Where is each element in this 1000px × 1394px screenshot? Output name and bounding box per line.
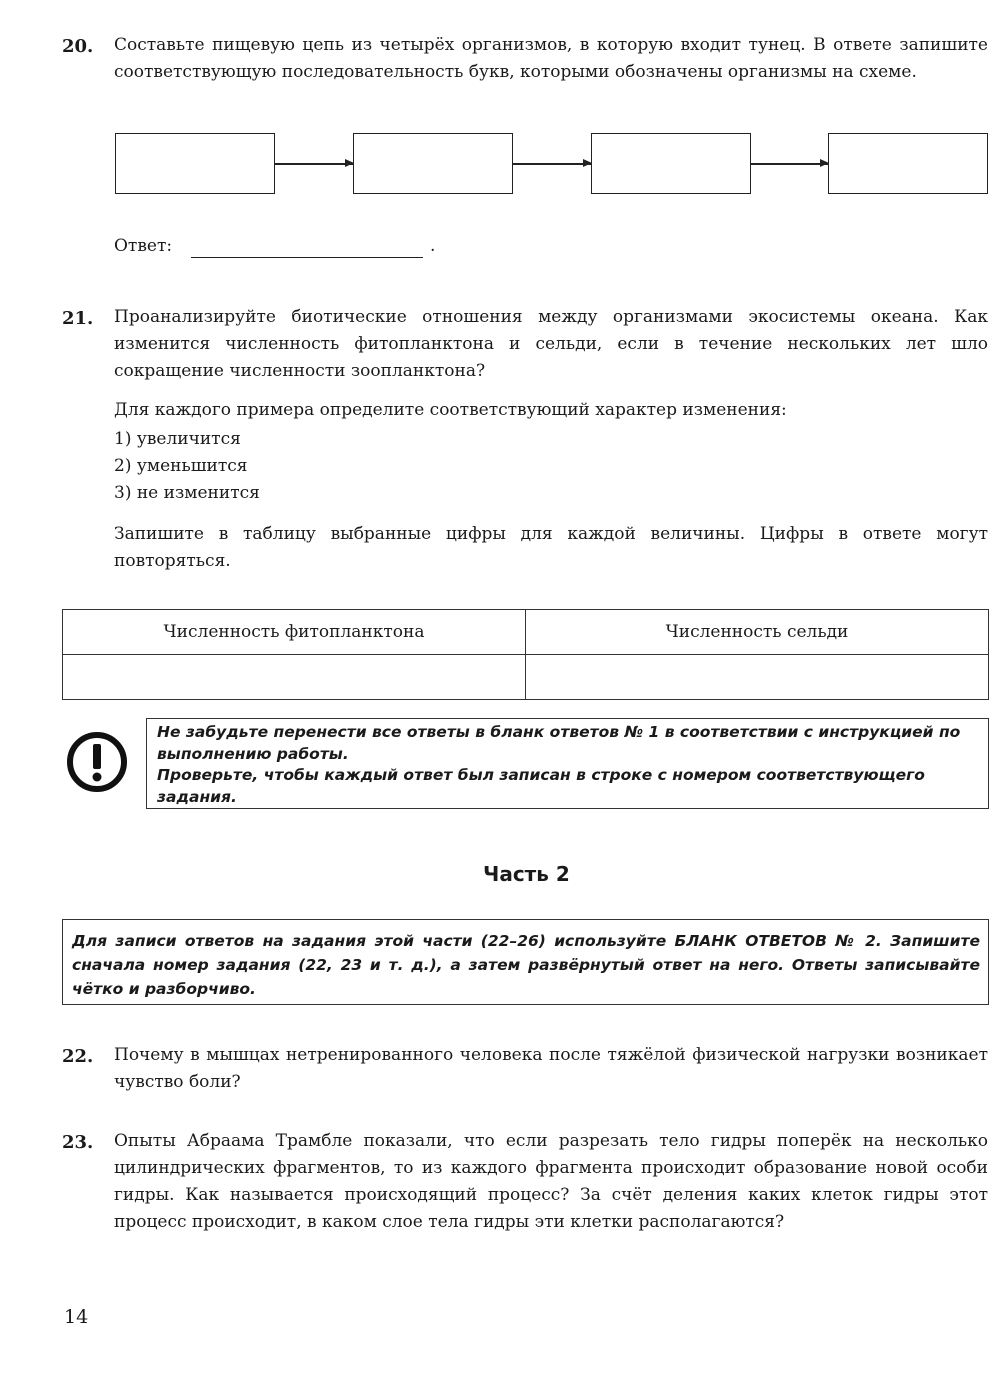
answer-line-field[interactable] [191,257,423,258]
table-header-herring: Численность сельди [526,610,989,655]
question-22-text: Почему в мышцах нетренированного человека после тяжёлой физической нагрузки возникает чувство боли? [114,1045,988,1092]
answer-table [62,609,989,700]
exclamation-circle-icon [66,731,128,793]
warning-box [146,718,989,809]
answer-cell-phytoplankton[interactable] [63,655,526,700]
question-number-23: 23. [62,1132,94,1153]
food-chain-box-1[interactable] [115,133,275,194]
page-number: 14 [64,1306,89,1328]
warning-line-1: Не забудьте перенести все ответы в бланк ответов № 1 в соответствии с инструкцией по выполнению работы. [157,723,961,763]
answer-cell-herring[interactable] [526,655,989,700]
question-21-table-instruction: Запишите в таблицу выбранные цифры для каждой величины. Цифры в ответе могут повторяться. [114,524,988,571]
food-chain-arrow-1 [275,163,353,165]
table-header-phytoplankton: Численность фитопланктона [63,610,526,655]
question-number-21: 21. [62,308,94,329]
answer-end-dot: . [430,236,436,256]
question-20-text: Составьте пищевую цепь из четырёх организмов, в которую входит тунец. В ответе запишите соответствующую последовательность букв, которыми обозначены организмы на схеме. [114,35,988,82]
question-21-text: Проанализируйте биотические отношения между организмами экосистемы океана. Как изменится численность фитопланктона и сельди, если в течение нескольких лет шло сокращение численности зоопланктона? [114,307,988,381]
part-2-title: Часть 2 [483,862,570,886]
part-2-instruction-box [62,919,989,1005]
part-2-instruction: Для записи ответов на задания этой части (22–26) используйте БЛАНК ОТВЕТОВ № 2. Запишите сначала номер задания (22, 23 и т. д.), а затем развёрнутый ответ на него. Ответы записывайте чётко и разборчиво. [72,932,980,998]
food-chain-arrow-2 [513,163,591,165]
question-number-20: 20. [62,36,94,57]
food-chain-box-3[interactable] [591,133,751,194]
food-chain-arrow-3 [751,163,828,165]
question-number-22: 22. [62,1046,94,1067]
answer-label: Ответ: [114,236,173,256]
warning-line-2: Проверьте, чтобы каждый ответ был записан в строке с номером соответствующего задания. [157,766,925,806]
food-chain-box-2[interactable] [353,133,513,194]
option-2: 2) уменьшится [114,456,248,476]
food-chain-box-4[interactable] [828,133,988,194]
question-23-text: Опыты Абраама Трамбле показали, что если разрезать тело гидры поперёк на несколько цилиндрических фрагментов, то из каждого фрагмента происходит образование новой особи гидры. Как называется происходящий процесс? За счёт деления каких клеток гидры этот процесс происходит, в каком слое тела гидры эти клетки располагаются? [114,1131,988,1232]
option-1: 1) увеличится [114,429,241,449]
option-3: 3) не изменится [114,483,260,503]
question-21-instruction: Для каждого примера определите соответствующий характер изменения: [114,400,787,420]
